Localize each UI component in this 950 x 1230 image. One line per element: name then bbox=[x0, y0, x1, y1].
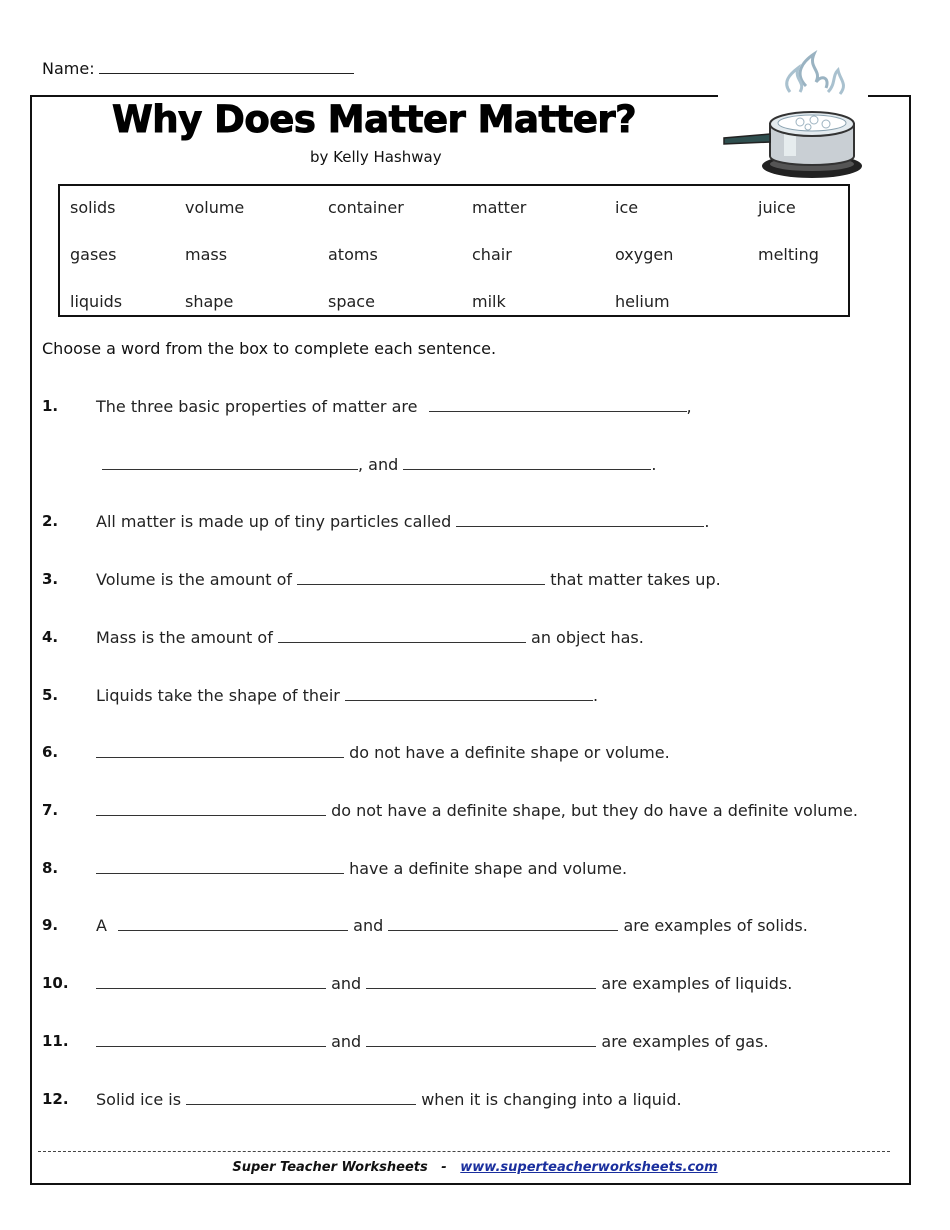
answer-blank[interactable] bbox=[366, 1032, 596, 1047]
answer-blank[interactable] bbox=[102, 455, 358, 470]
question-text: Mass is the amount of bbox=[96, 628, 273, 647]
question-text: that matter takes up. bbox=[550, 570, 721, 589]
question-number: 6. bbox=[42, 743, 59, 761]
word-bank-item: gases bbox=[70, 245, 117, 264]
question-2 bbox=[96, 512, 709, 531]
question-number: 1. bbox=[42, 397, 59, 415]
question-text: All matter is made up of tiny particles called bbox=[96, 512, 452, 531]
word-bank bbox=[58, 184, 850, 317]
word-bank-item: juice bbox=[758, 198, 796, 217]
question-text: when it is changing into a liquid. bbox=[421, 1090, 682, 1109]
name-blank[interactable] bbox=[99, 59, 354, 74]
answer-blank[interactable] bbox=[96, 859, 344, 874]
question-number: 7. bbox=[42, 801, 59, 819]
question-text: , bbox=[686, 397, 692, 416]
word-bank-item: melting bbox=[758, 245, 819, 264]
question-text: The three basic properties of matter are bbox=[96, 397, 418, 416]
answer-blank[interactable] bbox=[118, 916, 348, 931]
question-3 bbox=[96, 570, 721, 589]
question-number: 2. bbox=[42, 512, 59, 530]
answer-blank[interactable] bbox=[96, 743, 344, 758]
word-bank-item: mass bbox=[185, 245, 228, 264]
answer-blank[interactable] bbox=[429, 397, 687, 412]
question-number: 10. bbox=[42, 974, 69, 992]
answer-blank[interactable] bbox=[388, 916, 618, 931]
footer bbox=[0, 1160, 950, 1175]
question-number: 5. bbox=[42, 686, 59, 704]
question-4 bbox=[96, 628, 644, 647]
question-12 bbox=[96, 1090, 682, 1109]
question-5 bbox=[96, 686, 598, 705]
question-text: are examples of liquids. bbox=[601, 974, 793, 993]
question-text: an object has. bbox=[531, 628, 644, 647]
word-bank-item: volume bbox=[185, 198, 245, 217]
answer-blank[interactable] bbox=[96, 974, 326, 989]
word-bank-item: atoms bbox=[328, 245, 378, 264]
question-9 bbox=[96, 916, 808, 935]
footer-divider bbox=[38, 1151, 890, 1152]
question-text: , and bbox=[358, 455, 399, 474]
question-text: do not have a definite shape or volume. bbox=[349, 743, 670, 762]
word-bank-item: matter bbox=[472, 198, 527, 217]
word-bank-item: container bbox=[328, 198, 404, 217]
word-bank-item: helium bbox=[615, 292, 670, 311]
answer-blank[interactable] bbox=[297, 570, 545, 585]
question-text: Volume is the amount of bbox=[96, 570, 293, 589]
question-text: and bbox=[331, 1032, 362, 1051]
question-1 bbox=[96, 397, 692, 416]
question-text: are examples of gas. bbox=[601, 1032, 769, 1051]
answer-blank[interactable] bbox=[456, 512, 704, 527]
question-text: . bbox=[592, 686, 599, 705]
word-bank-item: space bbox=[328, 292, 375, 311]
question-number: 9. bbox=[42, 916, 59, 934]
word-bank-item: solids bbox=[70, 198, 116, 217]
question-text: Liquids take the shape of their bbox=[96, 686, 340, 705]
question-text: A bbox=[96, 916, 107, 935]
question-number: 3. bbox=[42, 570, 59, 588]
question-number: 11. bbox=[42, 1032, 69, 1050]
question-text: . bbox=[651, 455, 657, 474]
question-number: 8. bbox=[42, 859, 59, 877]
worksheet-title: Why Does Matter Matter? bbox=[112, 98, 637, 141]
question-11 bbox=[96, 1032, 769, 1051]
instructions: Choose a word from the box to complete each sentence. bbox=[42, 339, 497, 358]
question-text: Solid ice is bbox=[96, 1090, 182, 1109]
name-field bbox=[42, 59, 354, 78]
word-bank-item: ice bbox=[615, 198, 639, 217]
answer-blank[interactable] bbox=[186, 1090, 416, 1105]
question-1-continued bbox=[102, 455, 656, 474]
word-bank-item: chair bbox=[472, 245, 512, 264]
question-6 bbox=[96, 743, 670, 762]
question-number: 12. bbox=[42, 1090, 69, 1108]
question-8 bbox=[96, 859, 627, 878]
footer-separator: - bbox=[441, 1160, 447, 1175]
answer-blank[interactable] bbox=[366, 974, 596, 989]
question-text: . bbox=[704, 512, 710, 531]
word-bank-item: oxygen bbox=[615, 245, 674, 264]
question-number: 4. bbox=[42, 628, 59, 646]
question-text: and bbox=[331, 974, 362, 993]
question-7 bbox=[96, 801, 858, 820]
word-bank-item: shape bbox=[185, 292, 234, 311]
author-byline: by Kelly Hashway bbox=[310, 148, 442, 166]
word-bank-item: milk bbox=[472, 292, 506, 311]
footer-brand: Super Teacher Worksheets bbox=[232, 1160, 428, 1175]
answer-blank[interactable] bbox=[278, 628, 526, 643]
question-10 bbox=[96, 974, 792, 993]
boiling-pot-icon bbox=[718, 44, 868, 182]
question-text: are examples of solids. bbox=[623, 916, 808, 935]
question-text: have a definite shape and volume. bbox=[349, 859, 628, 878]
name-label: Name: bbox=[42, 59, 95, 78]
answer-blank[interactable] bbox=[345, 686, 593, 701]
question-text: and bbox=[353, 916, 384, 935]
footer-link[interactable]: www.superteacherworksheets.com bbox=[460, 1160, 718, 1175]
question-text: do not have a definite shape, but they do have a definite volume. bbox=[331, 801, 858, 820]
word-bank-item: liquids bbox=[70, 292, 123, 311]
answer-blank[interactable] bbox=[96, 801, 326, 816]
answer-blank[interactable] bbox=[403, 455, 651, 470]
answer-blank[interactable] bbox=[96, 1032, 326, 1047]
